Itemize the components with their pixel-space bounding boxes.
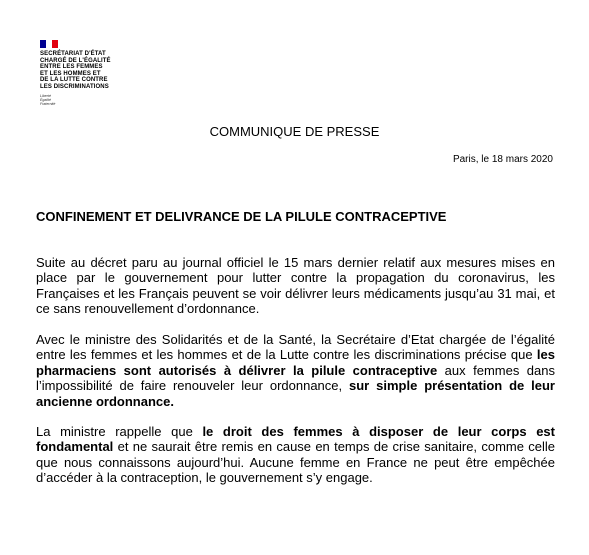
- paragraph-2-bold-d: sur simple présentation de leur ancienne ordonnance.: [36, 378, 555, 409]
- paragraph-3-text-a: La ministre rappelle que: [36, 424, 203, 439]
- ministry-logo: [40, 40, 140, 107]
- paragraph-2: [36, 332, 555, 409]
- headline: CONFINEMENT ET DELIVRANCE DE LA PILULE CONTRACEPTIVE: [36, 209, 447, 224]
- paragraph-1: Suite au décret paru au journal officiel le 15 mars dernier relatif aux mesures mises en place par le gouvernement pour lutter contre la propagation du coronavirus, les Françaises et les Français peuvent se voir délivrer leurs médicaments jusqu’au 31 mai, et ce sans renouvellement d’ordonnance.: [36, 255, 555, 317]
- paragraph-3-bold-b: le droit des femmes à disposer de leur corps est fondamental: [36, 424, 555, 455]
- press-release-title: COMMUNIQUE DE PRESSE: [209, 124, 380, 139]
- paragraph-3-text-c: et ne saurait être remis en cause en temps de crise sanitaire, comme celle que nous connaissons aujourd’hui. Aucune femme en France ne peut être empêchée d’accéder à la contraception, le gouvernement s’y engage.: [36, 439, 555, 486]
- paragraph-2-bold-b: les pharmaciens sont autorisés à délivrer la pilule contraceptive: [36, 347, 555, 378]
- republic-motto: Liberté Égalité Fraternité: [40, 93, 56, 107]
- dateline: Paris, le 18 mars 2020: [452, 154, 553, 165]
- french-flag-icon: [40, 40, 58, 48]
- paragraph-2-text-a: Avec le ministre des Solidarités et de la Santé, la Secrétaire d’Etat chargée de l’égalité entre les femmes et les hommes et de la Lutte contre les discriminations précise que: [36, 332, 555, 363]
- paragraph-2-text-c: aux femmes dans l’impossibilité de faire renouveler leur ordonnance,: [36, 362, 555, 394]
- ministry-name: SECRÉTARIAT D'ÉTAT CHARGÉ DE L'ÉGALITÉ ENTRE LES FEMMES ET LES HOMMES ET DE LA LUTTE CONTRE LES DISCRIMINATIONS: [40, 51, 111, 90]
- paragraph-3: [36, 424, 555, 486]
